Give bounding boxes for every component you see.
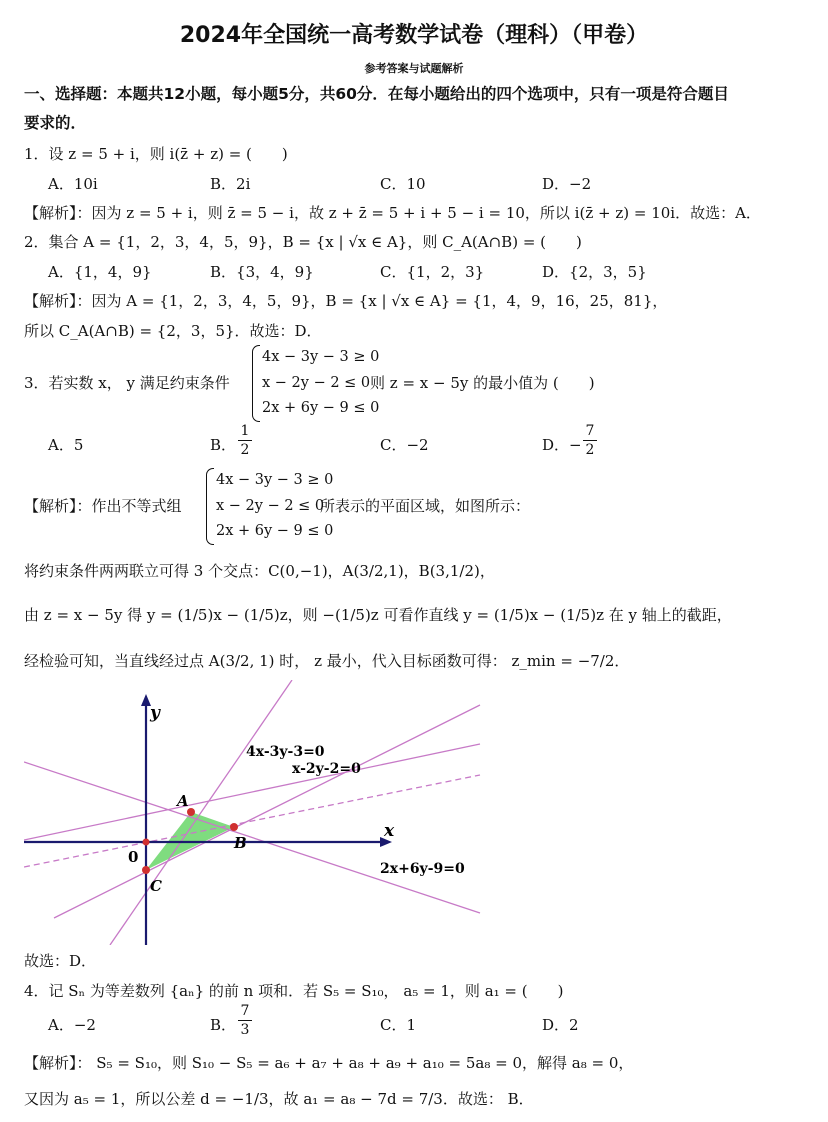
page-title: 2024年全国统一高考数学试卷（理科）（甲卷） (179, 23, 649, 48)
q3-option-d-label: D．− (542, 436, 582, 454)
q3-analysis-system (206, 468, 333, 545)
line2-label: x-2y-2=0 (292, 761, 361, 777)
q3-intersection-points: 将约束条件两两联立可得 3 个交点：C(0,−1)，A(3/2,1)，B(3,1/2)， (24, 562, 495, 580)
q3-constraint-3: 2x + 6y − 9 ≤ 0 (262, 400, 380, 416)
origin-point (143, 839, 150, 846)
left-brace (252, 345, 260, 422)
q2-option-d: D．{2，3，5} (542, 263, 647, 281)
q3-constraint-2: x − 2y − 2 ≤ 0 (262, 374, 371, 391)
q3-min-check: 经检验可知，当直线经过点 A(3/2, 1) 时， z 最小，代入目标函数可得： z_min = −7/2． (24, 652, 630, 670)
q1-stem: 1．设 z = 5 + i，则 i(z̄ + z) = ( ) (24, 145, 288, 163)
denominator: 2 (240, 442, 250, 458)
q2-option-a: A．{1，4，9} (48, 263, 152, 281)
point-c-label: C (150, 877, 162, 895)
q4-option-a: A．−2 (48, 1016, 96, 1034)
numerator: 7 (585, 423, 595, 439)
line1-label: 4x-3y-3=0 (246, 744, 325, 760)
denominator: 2 (585, 442, 595, 458)
q4-option-b-label: B． (210, 1016, 237, 1034)
feasible-region-graph (24, 680, 484, 945)
numerator: 1 (240, 423, 250, 439)
point-b (230, 823, 238, 831)
q4-stem: 4．记 Sₙ 为等差数列 {aₙ} 的前 n 项和．若 S₅ = S₁₀， a₅ = 1，则 a₁ = ( ) (24, 982, 564, 1000)
q3-analysis-constraint-2: x − 2y − 2 ≤ 0 (216, 497, 325, 514)
objective-dashed-line (24, 775, 480, 867)
q2-analysis-line1: 【解析】：因为 A = {1，2，3，4，5，9}，B = {x | √x ∈ A} = {1，4，9，16，25，81}， (24, 292, 668, 310)
q4-option-c: C．1 (380, 1016, 417, 1034)
q3-option-b-fraction (238, 423, 252, 458)
left-brace (206, 468, 214, 545)
q4-option-b-fraction (238, 1003, 252, 1038)
point-a-label: A (177, 792, 189, 810)
q2-option-c: C．{1，2，3} (380, 263, 485, 281)
q1-analysis: 【解析】：因为 z = 5 + i，则 z̄ = 5 − i，故 z + z̄ = 5 + i + 5 − i = 10，所以 i(z̄ + z) = 10i．故选：A． (24, 204, 761, 222)
line-2x+6y-9 (24, 762, 480, 913)
q3-option-d-fraction (583, 423, 597, 458)
q3-option-b-label: B． (210, 436, 237, 454)
q3-answer: 故选：D． (24, 952, 97, 970)
q3-stem-suffix: 则 z = x − 5y 的最小值为 ( ) (370, 374, 595, 392)
q3-option-a: A．5 (48, 436, 84, 454)
x-axis-label: x (384, 821, 395, 841)
q3-intercept-explanation: 由 z = x − 5y 得 y = (1/5)x − (1/5)z，则 −(1/5)z 可看作直线 y = (1/5)x − (1/5)z 在 y 轴上的截距， (24, 606, 732, 624)
q3-constraint-system (252, 345, 379, 422)
section-heading: 一、选择题：本题共12小题，每小题5分，共60分．在每小题给出的四个选项中，只有一项是符合题目 (24, 85, 729, 103)
origin-label: 0 (128, 848, 139, 866)
y-axis-label: y (150, 703, 160, 723)
q3-analysis-suffix: 所表示的平面区域，如图所示： (320, 497, 531, 515)
q3-constraint-1: 4x − 3y − 3 ≥ 0 (262, 349, 380, 365)
line-x-2y-2 (54, 705, 480, 918)
numerator: 7 (240, 1003, 250, 1019)
q2-option-b: B．{3，4，9} (210, 263, 314, 281)
q1-option-d: D．−2 (542, 175, 592, 193)
q3-analysis-constraint-1: 4x − 3y − 3 ≥ 0 (216, 472, 334, 488)
q3-stem-prefix: 3．若实数 x， y 满足约束条件 (24, 374, 230, 392)
point-c (142, 866, 150, 874)
q1-option-c: C．10 (380, 175, 426, 193)
q4-analysis-line2: 又因为 a₅ = 1，所以公差 d = −1/3，故 a₁ = a₈ − 7d = 7/3．故选： B． (24, 1090, 534, 1108)
denominator: 3 (240, 1022, 250, 1038)
q4-option-d: D．2 (542, 1016, 579, 1034)
q2-stem: 2．集合 A = {1，2，3，4，5，9}，B = {x | √x ∈ A}，则 C_A(A∩B) = ( ) (24, 233, 582, 251)
section-heading-cont: 要求的． (24, 114, 87, 132)
point-b-label: B (234, 834, 247, 852)
q3-analysis-prefix: 【解析】：作出不等式组 (24, 497, 182, 515)
q2-analysis-line2: 所以 C_A(A∩B) = {2，3，5}．故选：D． (24, 322, 322, 340)
q3-analysis-constraint-3: 2x + 6y − 9 ≤ 0 (216, 523, 334, 539)
q1-option-b: B．2i (210, 175, 251, 193)
line3-label: 2x+6y-9=0 (380, 861, 465, 877)
q4-analysis-line1: 【解析】： S₅ = S₁₀，则 S₁₀ − S₅ = a₆ + a₇ + a₈ + a₉ + a₁₀ = 5a₈ = 0，解得 a₈ = 0， (24, 1054, 634, 1072)
page-subtitle: 参考答案与试题解析 (364, 62, 464, 75)
q3-option-c: C．−2 (380, 436, 429, 454)
q1-option-a: A．10i (48, 175, 98, 193)
